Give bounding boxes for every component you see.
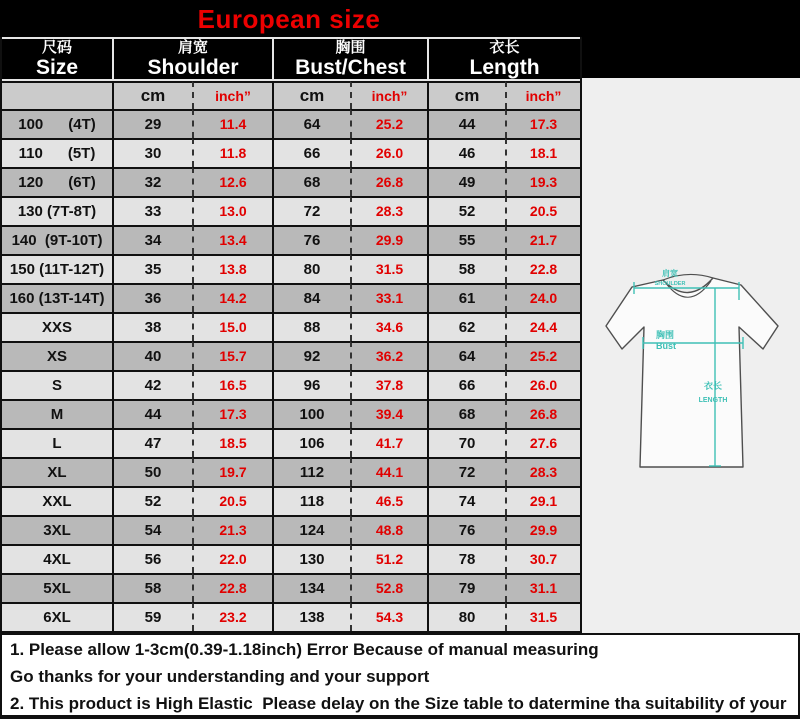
cm-value: 76 bbox=[427, 515, 505, 544]
inch-value: 23.2 bbox=[192, 602, 272, 631]
size-label: 130 (7T-8T) bbox=[2, 196, 112, 225]
table-row bbox=[2, 515, 580, 544]
cm-value: 49 bbox=[427, 167, 505, 196]
inch-value: 48.8 bbox=[350, 515, 427, 544]
inch-value: 36.2 bbox=[350, 341, 427, 370]
cm-value: 54 bbox=[112, 515, 192, 544]
size-label: L bbox=[2, 428, 112, 457]
inch-value: 52.8 bbox=[350, 573, 427, 602]
tshirt-diagram bbox=[582, 78, 800, 633]
inch-value: 51.2 bbox=[350, 544, 427, 573]
tshirt-diagram-panel bbox=[582, 78, 800, 633]
inch-value: 14.2 bbox=[192, 283, 272, 312]
inch-value: 24.4 bbox=[505, 312, 580, 341]
cm-value: 80 bbox=[427, 602, 505, 631]
inch-value: 17.3 bbox=[192, 399, 272, 428]
inch-value: 29.9 bbox=[350, 225, 427, 254]
inch-value: 29.1 bbox=[505, 486, 580, 515]
size-label: 110 (5T) bbox=[2, 138, 112, 167]
size-label: 100 (4T) bbox=[2, 109, 112, 138]
inch-value: 33.1 bbox=[350, 283, 427, 312]
header-shoulder-en: Shoulder bbox=[147, 56, 239, 79]
inch-value: 22.0 bbox=[192, 544, 272, 573]
size-label: XXL bbox=[2, 486, 112, 515]
cm-value: 66 bbox=[427, 370, 505, 399]
cm-value: 79 bbox=[427, 573, 505, 602]
cm-value: 36 bbox=[112, 283, 192, 312]
bust-label-en: Bust bbox=[656, 341, 677, 351]
column-header-size bbox=[2, 37, 112, 81]
inch-value: 15.0 bbox=[192, 312, 272, 341]
cm-value: 70 bbox=[427, 428, 505, 457]
tshirt-outline bbox=[606, 274, 778, 467]
cm-value: 29 bbox=[112, 109, 192, 138]
table-row bbox=[2, 283, 580, 312]
cm-value: 118 bbox=[272, 486, 350, 515]
unit-cm-label: cm bbox=[427, 81, 505, 109]
size-label: 5XL bbox=[2, 573, 112, 602]
cm-value: 64 bbox=[427, 341, 505, 370]
note-line: 1. Please allow 1-3cm(0.39-1.18inch) Error Because of manual measuring bbox=[10, 640, 599, 659]
cm-value: 30 bbox=[112, 138, 192, 167]
inch-value: 28.3 bbox=[350, 196, 427, 225]
cm-value: 59 bbox=[112, 602, 192, 631]
cm-value: 134 bbox=[272, 573, 350, 602]
table-row bbox=[2, 399, 580, 428]
page-title: European size bbox=[197, 4, 381, 34]
size-label: XXS bbox=[2, 312, 112, 341]
cm-value: 55 bbox=[427, 225, 505, 254]
inch-value: 15.7 bbox=[192, 341, 272, 370]
size-table bbox=[0, 37, 582, 633]
cm-value: 34 bbox=[112, 225, 192, 254]
inch-value: 46.5 bbox=[350, 486, 427, 515]
table-row bbox=[2, 196, 580, 225]
cm-value: 72 bbox=[427, 457, 505, 486]
cm-value: 92 bbox=[272, 341, 350, 370]
inch-value: 26.8 bbox=[350, 167, 427, 196]
table-row bbox=[2, 138, 580, 167]
inch-value: 21.3 bbox=[192, 515, 272, 544]
size-table-body bbox=[2, 109, 580, 631]
inch-value: 18.1 bbox=[505, 138, 580, 167]
cm-value: 61 bbox=[427, 283, 505, 312]
bust-label-zh: 胸围 bbox=[656, 330, 675, 340]
inch-value: 31.5 bbox=[505, 602, 580, 631]
cm-value: 38 bbox=[112, 312, 192, 341]
header-length-zh: 衣长 bbox=[489, 39, 520, 56]
title-band bbox=[0, 0, 578, 37]
inch-value: 20.5 bbox=[192, 486, 272, 515]
size-table-header bbox=[2, 37, 580, 81]
size-label: 3XL bbox=[2, 515, 112, 544]
content-row bbox=[0, 37, 800, 633]
cm-value: 68 bbox=[272, 167, 350, 196]
inch-value: 11.8 bbox=[192, 138, 272, 167]
header-shoulder-zh: 肩宽 bbox=[178, 39, 209, 56]
shoulder-label-zh: 肩宽 bbox=[662, 269, 679, 278]
cm-value: 58 bbox=[427, 254, 505, 283]
table-row bbox=[2, 602, 580, 631]
cm-value: 46 bbox=[427, 138, 505, 167]
note-line: Go thanks for your understanding and your support bbox=[10, 667, 430, 686]
table-row bbox=[2, 544, 580, 573]
cm-value: 52 bbox=[427, 196, 505, 225]
cm-value: 84 bbox=[272, 283, 350, 312]
cm-value: 40 bbox=[112, 341, 192, 370]
unit-cm-label: cm bbox=[112, 81, 192, 109]
inch-value: 34.6 bbox=[350, 312, 427, 341]
size-label: 140 (9T-10T) bbox=[2, 225, 112, 254]
inch-value: 22.8 bbox=[505, 254, 580, 283]
column-header-length bbox=[427, 37, 580, 81]
cm-value: 56 bbox=[112, 544, 192, 573]
inch-value: 26.8 bbox=[505, 399, 580, 428]
cm-value: 74 bbox=[427, 486, 505, 515]
cm-value: 47 bbox=[112, 428, 192, 457]
cm-value: 112 bbox=[272, 457, 350, 486]
inch-value: 13.0 bbox=[192, 196, 272, 225]
cm-value: 44 bbox=[427, 109, 505, 138]
cm-value: 68 bbox=[427, 399, 505, 428]
inch-value: 25.2 bbox=[505, 341, 580, 370]
inch-value: 13.4 bbox=[192, 225, 272, 254]
length-label-zh: 衣长 bbox=[704, 381, 723, 391]
shoulder-label-en: SHOULDER bbox=[654, 281, 686, 287]
inch-value: 54.3 bbox=[350, 602, 427, 631]
table-row bbox=[2, 457, 580, 486]
size-label: M bbox=[2, 399, 112, 428]
inch-value: 12.6 bbox=[192, 167, 272, 196]
cm-value: 106 bbox=[272, 428, 350, 457]
table-row bbox=[2, 341, 580, 370]
table-row bbox=[2, 428, 580, 457]
unit-empty-cell bbox=[2, 81, 112, 109]
size-label: 6XL bbox=[2, 602, 112, 631]
cm-value: 138 bbox=[272, 602, 350, 631]
table-row bbox=[2, 167, 580, 196]
cm-value: 76 bbox=[272, 225, 350, 254]
inch-value: 17.3 bbox=[505, 109, 580, 138]
cm-value: 32 bbox=[112, 167, 192, 196]
size-label: S bbox=[2, 370, 112, 399]
size-label: XS bbox=[2, 341, 112, 370]
unit-inch-label: inch” bbox=[350, 81, 427, 109]
table-row bbox=[2, 486, 580, 515]
size-label: 120 (6T) bbox=[2, 167, 112, 196]
cm-value: 72 bbox=[272, 196, 350, 225]
cm-value: 62 bbox=[427, 312, 505, 341]
size-label: XL bbox=[2, 457, 112, 486]
cm-value: 44 bbox=[112, 399, 192, 428]
note-line: 2. This product is High Elastic Please delay on the Size table to datermine tha suitability of your bbox=[10, 694, 787, 713]
table-row bbox=[2, 109, 580, 138]
inch-value: 21.7 bbox=[505, 225, 580, 254]
cm-value: 124 bbox=[272, 515, 350, 544]
inch-value: 25.2 bbox=[350, 109, 427, 138]
inch-value: 13.8 bbox=[192, 254, 272, 283]
unit-cm-label: cm bbox=[272, 81, 350, 109]
column-header-shoulder bbox=[112, 37, 272, 81]
cm-value: 33 bbox=[112, 196, 192, 225]
inch-value: 16.5 bbox=[192, 370, 272, 399]
cm-value: 78 bbox=[427, 544, 505, 573]
inch-value: 27.6 bbox=[505, 428, 580, 457]
inch-value: 26.0 bbox=[350, 138, 427, 167]
table-row bbox=[2, 254, 580, 283]
unit-row bbox=[2, 81, 580, 109]
column-header-bust bbox=[272, 37, 427, 81]
header-bust-zh: 胸围 bbox=[335, 39, 366, 56]
cm-value: 52 bbox=[112, 486, 192, 515]
table-row bbox=[2, 370, 580, 399]
table-row bbox=[2, 312, 580, 341]
inch-value: 28.3 bbox=[505, 457, 580, 486]
size-label: 160 (13T-14T) bbox=[2, 283, 112, 312]
notes-footer bbox=[0, 633, 800, 719]
unit-inch-label: inch” bbox=[505, 81, 580, 109]
inch-value: 19.7 bbox=[192, 457, 272, 486]
inch-value: 20.5 bbox=[505, 196, 580, 225]
cm-value: 42 bbox=[112, 370, 192, 399]
cm-value: 96 bbox=[272, 370, 350, 399]
size-label: 4XL bbox=[2, 544, 112, 573]
cm-value: 100 bbox=[272, 399, 350, 428]
header-bust-en: Bust/Chest bbox=[295, 56, 406, 79]
table-row bbox=[2, 225, 580, 254]
header-length-en: Length bbox=[469, 56, 540, 79]
length-label-en: LENGTH bbox=[698, 397, 728, 404]
cm-value: 64 bbox=[272, 109, 350, 138]
inch-value: 37.8 bbox=[350, 370, 427, 399]
inch-value: 24.0 bbox=[505, 283, 580, 312]
inch-value: 44.1 bbox=[350, 457, 427, 486]
cm-value: 88 bbox=[272, 312, 350, 341]
cm-value: 58 bbox=[112, 573, 192, 602]
inch-value: 26.0 bbox=[505, 370, 580, 399]
unit-inch-label: inch” bbox=[192, 81, 272, 109]
inch-value: 31.1 bbox=[505, 573, 580, 602]
size-label: 150 (11T-12T) bbox=[2, 254, 112, 283]
header-size-zh: 尺码 bbox=[41, 39, 72, 56]
header-size-en: Size bbox=[35, 56, 79, 79]
inch-value: 39.4 bbox=[350, 399, 427, 428]
cm-value: 130 bbox=[272, 544, 350, 573]
inch-value: 22.8 bbox=[192, 573, 272, 602]
inch-value: 11.4 bbox=[192, 109, 272, 138]
inch-value: 41.7 bbox=[350, 428, 427, 457]
inch-value: 31.5 bbox=[350, 254, 427, 283]
cm-value: 50 bbox=[112, 457, 192, 486]
cm-value: 80 bbox=[272, 254, 350, 283]
cm-value: 35 bbox=[112, 254, 192, 283]
inch-value: 30.7 bbox=[505, 544, 580, 573]
table-row bbox=[2, 573, 580, 602]
cm-value: 66 bbox=[272, 138, 350, 167]
inch-value: 19.3 bbox=[505, 167, 580, 196]
inch-value: 29.9 bbox=[505, 515, 580, 544]
inch-value: 18.5 bbox=[192, 428, 272, 457]
